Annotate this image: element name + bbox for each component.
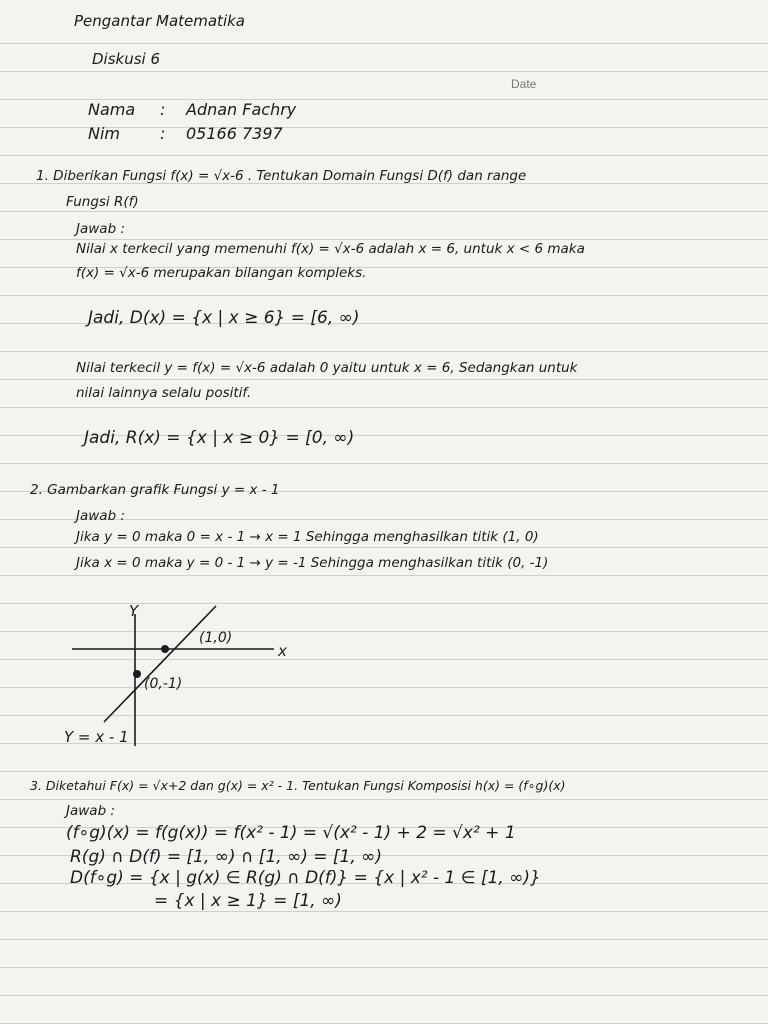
q3-composition-line: (f∘g)(x) = f(g(x)) = f(x² - 1) = √(x² - 1) + 2 = √x² + 1 (66, 823, 516, 843)
q3-statement: 3. Diketahui F(x) = √x+2 dan g(x) = x² - 1. Tentukan Fungsi Komposisi h(x) = (f∘g)(x) (30, 778, 566, 793)
nim-colon: : (160, 124, 166, 143)
q1-answer-label: Jawab : (76, 221, 125, 237)
point-0-neg1 (133, 670, 141, 678)
q3-domain-result: = {x | x ≥ 1} = [1, ∞) (154, 891, 342, 911)
point-1-0 (161, 645, 169, 653)
q2-statement: 2. Gambarkan grafik Fungsi y = x - 1 (30, 482, 280, 498)
q1-domain-result: Jadi, D(x) = {x | x ≥ 6} = [6, ∞) (88, 308, 360, 328)
q1-answer-line: Nilai x terkecil yang memenuhi f(x) = √x-6 adalah x = 6, untuk x < 6 maka (76, 241, 585, 257)
point-0-neg1-label: (0,-1) (144, 676, 183, 692)
name-label: Nama (88, 100, 136, 119)
q2-answer-line: Jika y = 0 maka 0 = x - 1 → x = 1 Sehingga menghasilkan titik (1, 0) (76, 529, 539, 545)
x-axis-label: x (278, 642, 287, 660)
nim-label: Nim (88, 124, 120, 143)
q1-answer-line: nilai lainnya selalu positif. (76, 385, 252, 401)
q3-intersection-line: R(g) ∩ D(f) = [1, ∞) ∩ [1, ∞) = [1, ∞) (70, 847, 382, 867)
date-label: Date (511, 77, 537, 91)
name-colon: : (160, 100, 166, 119)
q1-answer-line: f(x) = √x-6 merupakan bilangan kompleks. (76, 265, 367, 281)
nim-value: 05166 7397 (186, 124, 283, 143)
q3-answer-label: Jawab : (66, 803, 115, 819)
q1-range-result: Jadi, R(x) = {x | x ≥ 0} = [0, ∞) (84, 428, 355, 448)
graph-caption: Y = x - 1 (64, 728, 129, 746)
point-1-0-label: (1,0) (199, 630, 233, 646)
y-axis-label: Y (129, 602, 139, 620)
q3-domain-line: D(f∘g) = {x | g(x) ∈ R(g) ∩ D(f)} = {x | x² - 1 ∈ [1, ∞)} (70, 868, 541, 888)
course-title: Pengantar Matematika (74, 12, 245, 30)
q2-answer-line: Jika x = 0 maka y = 0 - 1 → y = -1 Sehingga menghasilkan titik (0, -1) (76, 555, 549, 571)
name-value: Adnan Fachry (186, 100, 297, 119)
function-line (104, 606, 216, 722)
q1-answer-line: Nilai terkecil y = f(x) = √x-6 adalah 0 yaitu untuk x = 6, Sedangkan untuk (76, 360, 578, 376)
q2-answer-label: Jawab : (76, 508, 125, 524)
session-title: Diskusi 6 (92, 50, 161, 68)
q1-statement: 1. Diberikan Fungsi f(x) = √x-6 . Tentukan Domain Fungsi D(f) dan range (36, 168, 527, 184)
q1-statement-cont: Fungsi R(f) (66, 194, 139, 210)
